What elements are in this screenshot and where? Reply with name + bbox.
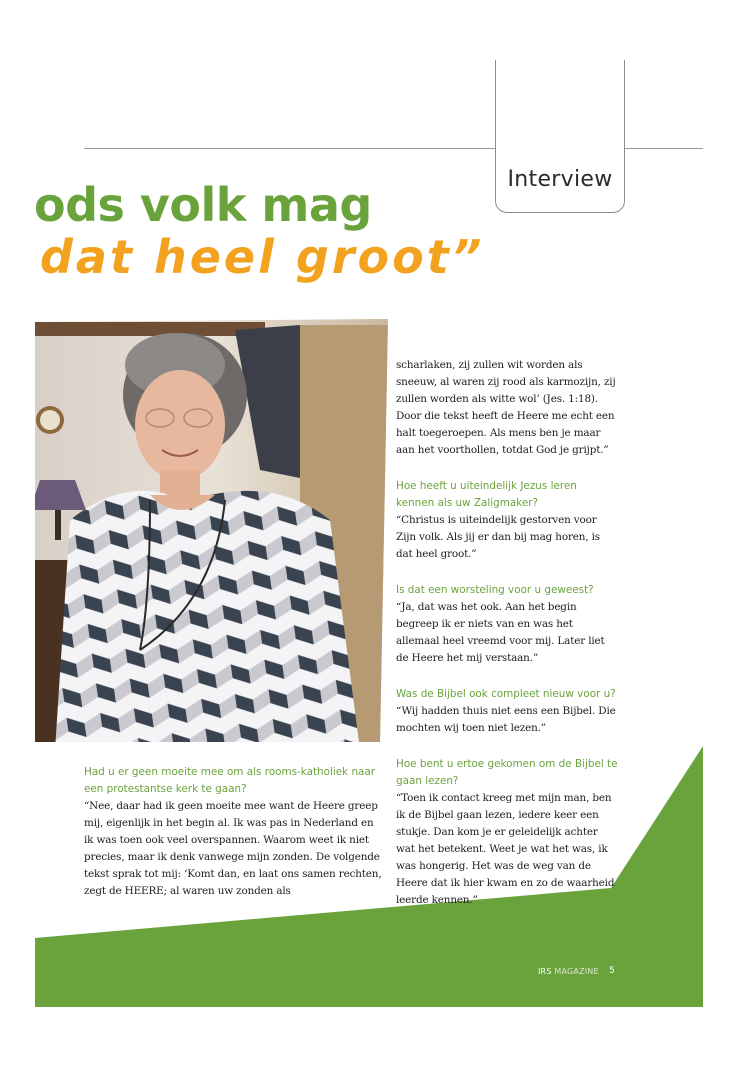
article-left-column xyxy=(84,764,384,900)
answer-4: “Toen ik contact kreeg met mijn man, ben ik de Bijbel gaan lezen, iedere keer een stukje. Dan kom je er geleidelijk achter wat het betekent. Weet je wat het was, ik was hongerig. Het was de weg van de Heere dat ik hier kwam en zo de waarheid leerde kennen.” xyxy=(396,792,615,906)
section-tab-label: Interview xyxy=(507,167,613,192)
intro-paragraph: scharlaken, zij zullen wit worden als sneeuw, al waren zij rood als karmozijn, zij zullen worden als witte wol’ (Jes. 1:18). Door die tekst heeft de Heere me echt een halt toegeroepen. Als mens ben je maar aan het voorthollen, totdat God je grijpt.” xyxy=(396,359,616,456)
answer-2: “Ja, dat was het ook. Aan het begin begreep ik er niets van en was het allemaal heel vreemd voor mij. Later liet de Heere het mij verstaan.” xyxy=(396,601,605,664)
headline-line-2: dat heel groot” xyxy=(40,230,485,284)
question-left: Had u er geen moeite mee om als rooms-katholiek naar een protestantse kerk te gaan? xyxy=(84,766,376,795)
question-4: Hoe bent u ertoe gekomen om de Bijbel te gaan lezen? xyxy=(396,758,618,787)
article-right-column xyxy=(396,357,618,909)
question-3: Was de Bijbel ook compleet nieuw voor u? xyxy=(396,688,616,700)
headline-line-1: ods volk mag xyxy=(34,178,372,232)
magazine-footer-label xyxy=(538,967,599,976)
footer-brand: IRS xyxy=(538,967,552,976)
question-1: Hoe heeft u uiteindelijk Jezus leren kennen als uw Zaligmaker? xyxy=(396,480,577,509)
footer-magazine: MAGAZINE xyxy=(554,967,599,976)
question-2: Is dat een worsteling voor u geweest? xyxy=(396,584,594,596)
header-rule-left xyxy=(84,148,495,149)
header-rule-right xyxy=(625,148,703,149)
page-number: 5 xyxy=(609,966,615,976)
answer-left: “Nee, daar had ik geen moeite mee want de Heere greep mij, eigenlijk in het begin al. Ik was pas in Nederland en ik was toen ook veel overspannen. Waarom weet ik niet precies, maar ik denk vanwege mijn zonden. De volgende tekst sprak tot mij: ‘Komt dan, en laat ons samen rechten, zegt de HEERE; al waren uw zonden als xyxy=(84,800,382,897)
answer-1: “Christus is uiteindelijk gestorven voor Zijn volk. Als jij er dan bij mag horen, is dat heel groot.” xyxy=(396,514,600,560)
section-tab xyxy=(495,60,625,213)
answer-3: “Wij hadden thuis niet eens een Bijbel. Die mochten wij toen niet lezen.” xyxy=(396,705,616,734)
